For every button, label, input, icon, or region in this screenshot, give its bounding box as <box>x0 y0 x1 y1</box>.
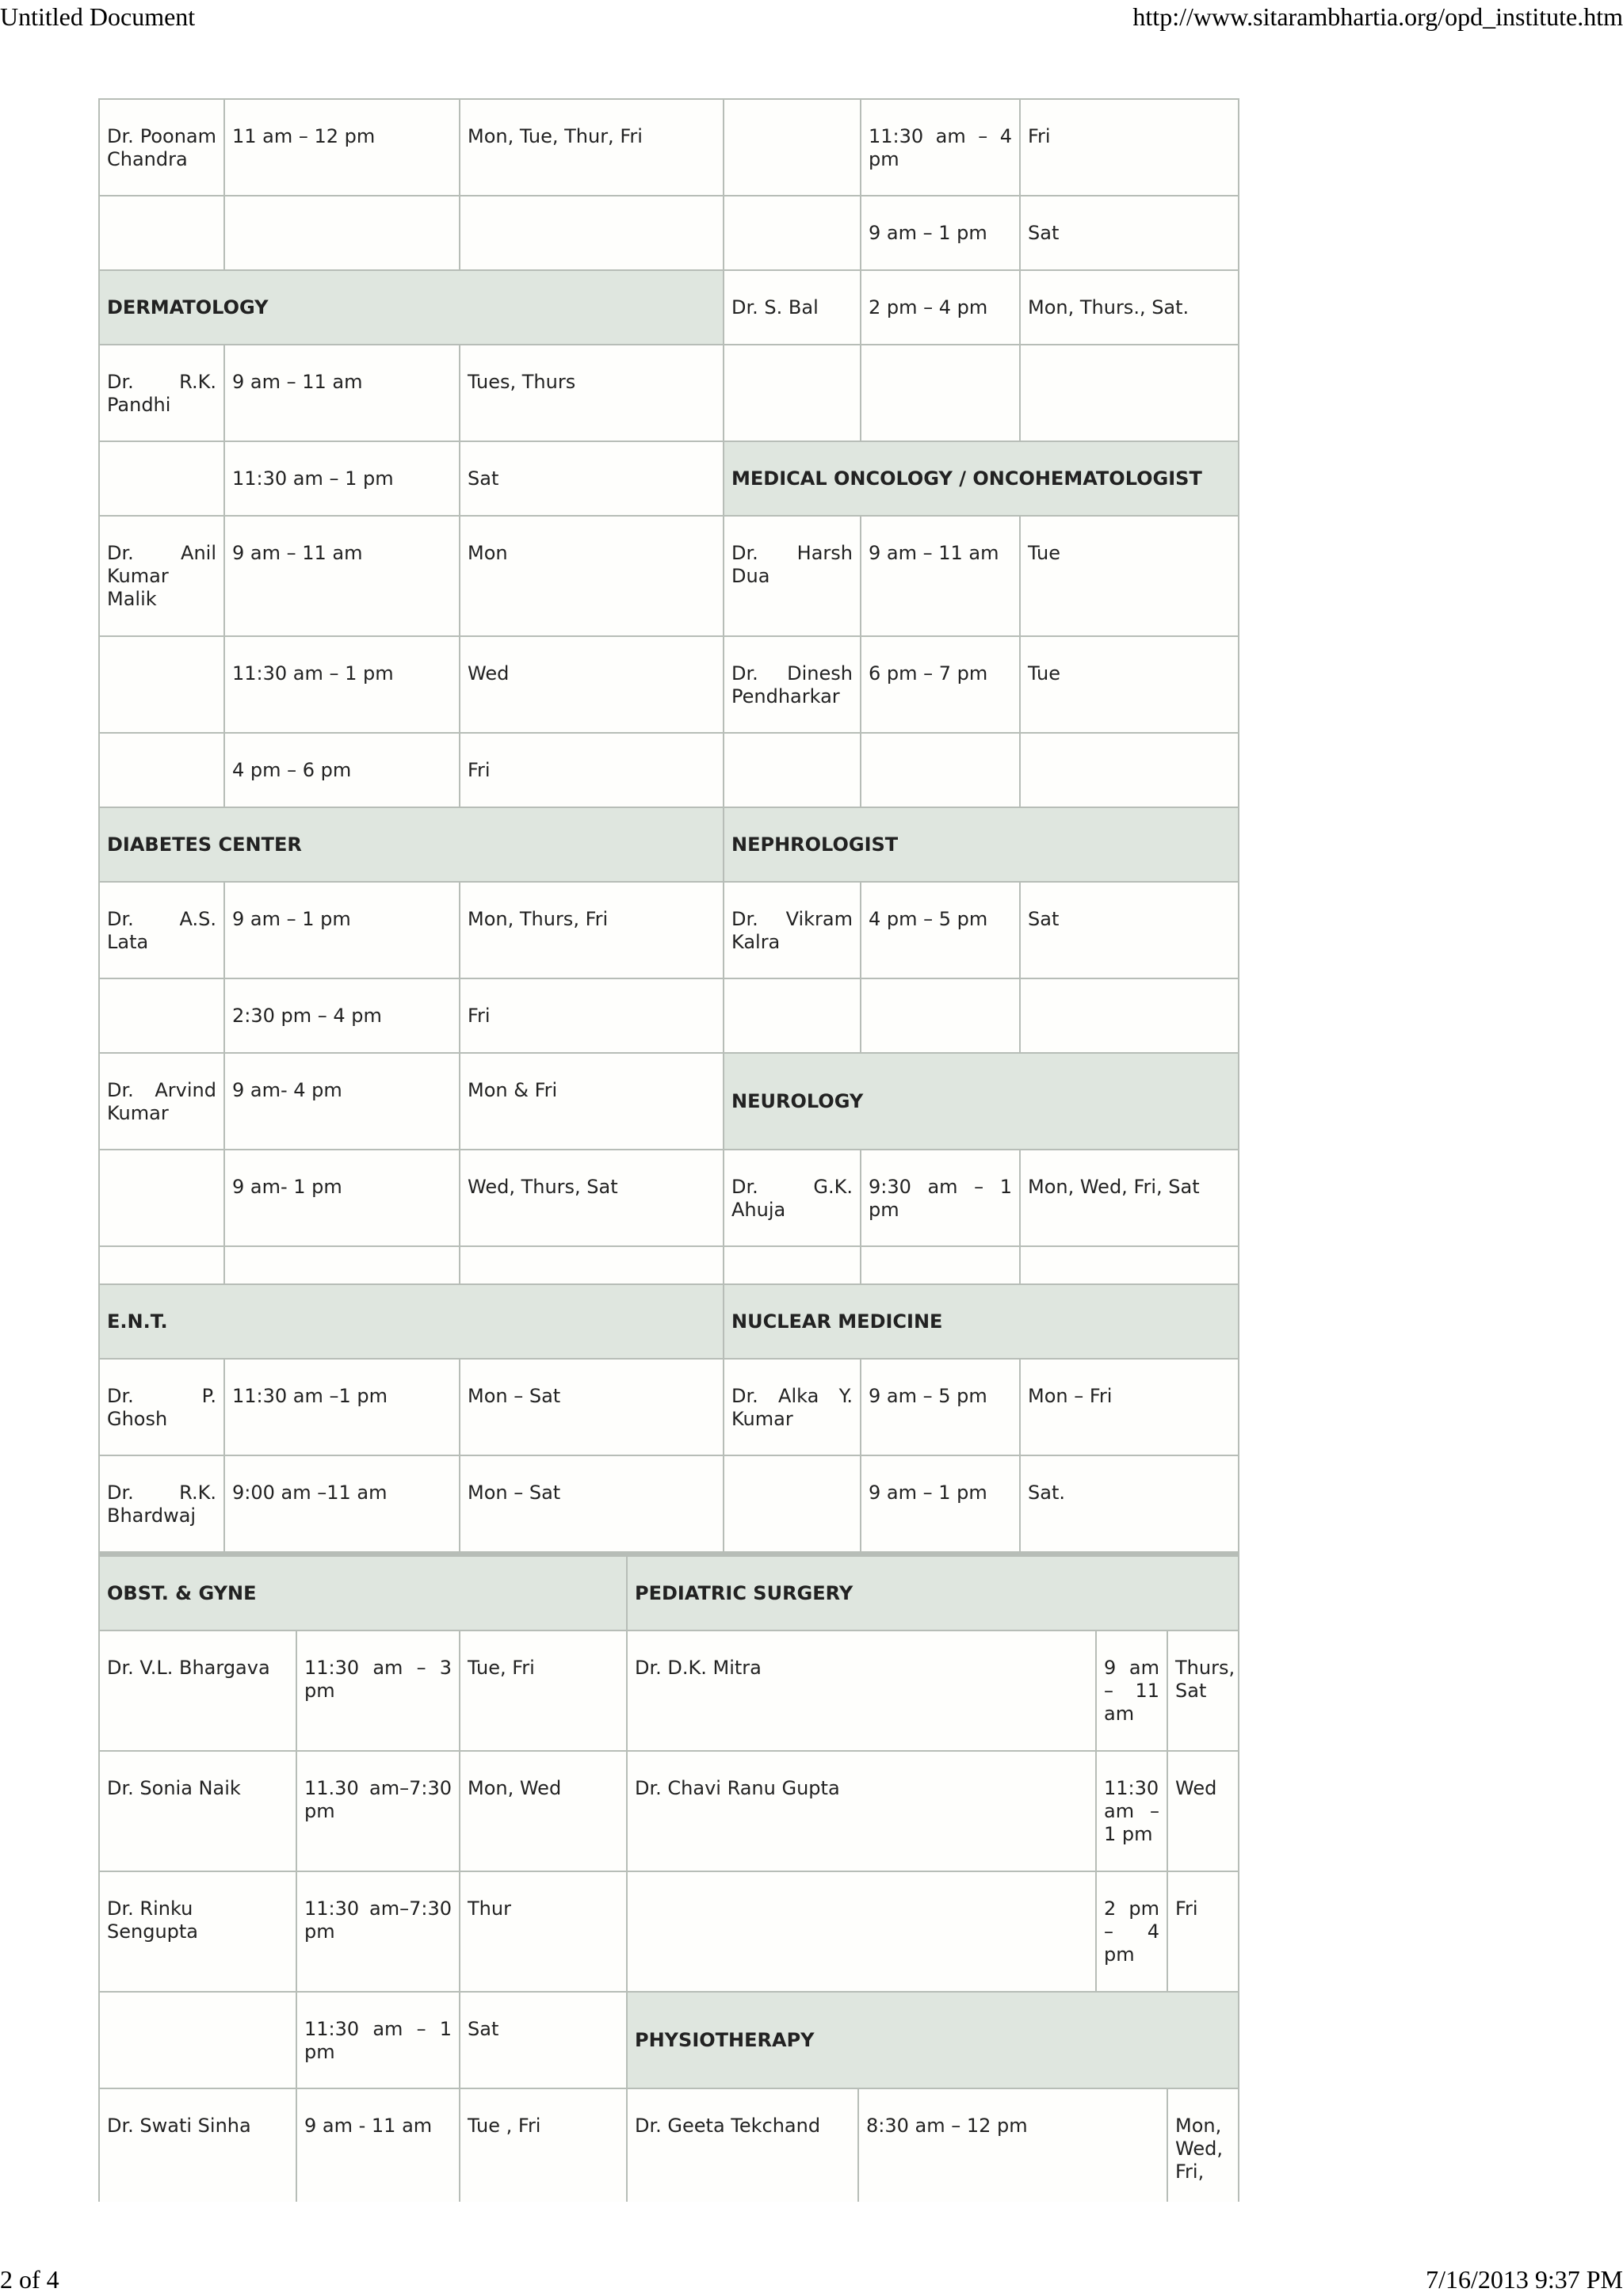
doctor-name: Dr. Vikram Kalra <box>724 882 861 978</box>
days: Wed <box>460 636 724 733</box>
days: Tue, Fri <box>460 1630 627 1751</box>
doctor-name <box>724 99 861 196</box>
section-heading-neurology: NEUROLOGY <box>724 1053 1239 1150</box>
days: Thurs, Sat <box>1167 1630 1239 1751</box>
doctor-name: Dr. S. Bal <box>724 270 861 345</box>
timing: 2 pm – 4 pm <box>1096 1871 1167 1992</box>
opd-schedule-table-1 <box>98 98 1239 1553</box>
days: Mon – Fri <box>1020 1359 1239 1455</box>
doctor-name: Dr. Sonia Naik <box>99 1751 296 1871</box>
days: Mon – Sat <box>460 1359 724 1455</box>
timing: 4 pm – 5 pm <box>861 882 1020 978</box>
doctor-name <box>99 196 224 270</box>
doctor-name: Dr. Geeta Tekchand <box>627 2088 858 2202</box>
timing: 9 am – 11 am <box>224 345 460 441</box>
timing: 11:30 am–7:30 pm <box>296 1871 460 1992</box>
table-row <box>99 1556 1239 1630</box>
days: Thur <box>460 1871 627 1992</box>
doctor-name: Dr. V.L. Bhargava <box>99 1630 296 1751</box>
table-row <box>99 1455 1239 1552</box>
table-row <box>99 1359 1239 1455</box>
opd-schedule-table-2 <box>98 1555 1239 2202</box>
section-heading-pediatric-surgery: PEDIATRIC SURGERY <box>627 1556 1239 1630</box>
timing: 9 am – 11 am <box>224 516 460 636</box>
days: Mon, Thurs., Sat. <box>1020 270 1239 345</box>
table-row <box>99 270 1239 345</box>
timing: 11:30 am – 4 pm <box>861 99 1020 196</box>
table-row <box>99 441 1239 516</box>
doctor-name <box>724 196 861 270</box>
section-heading-ent: E.N.T. <box>99 1284 724 1359</box>
doctor-name: Dr. Swati Sinha <box>99 2088 296 2202</box>
doctor-name: Dr. Rinku Sengupta <box>99 1871 296 1992</box>
days: Mon, Thurs, Fri <box>460 882 724 978</box>
days: Fri <box>1167 1871 1239 1992</box>
days: Sat. <box>1020 1455 1239 1552</box>
doctor-name: Dr. A.S. Lata <box>99 882 224 978</box>
doctor-name: Dr. Arvind Kumar <box>99 1053 224 1150</box>
doctor-name <box>724 978 861 1053</box>
table-row <box>99 2088 1239 2202</box>
doctor-name <box>99 1992 296 2088</box>
timing: 9 am – 1 pm <box>224 882 460 978</box>
days: Mon – Sat <box>460 1455 724 1552</box>
timing: 2:30 pm – 4 pm <box>224 978 460 1053</box>
timing: 9 am – 5 pm <box>861 1359 1020 1455</box>
days: Mon, Wed, Fri, <box>1167 2088 1239 2202</box>
timing <box>861 345 1020 441</box>
timing: 9 am – 11 am <box>861 516 1020 636</box>
days: Mon <box>460 516 724 636</box>
days: Wed, Thurs, Sat <box>460 1150 724 1246</box>
table-row <box>99 1992 1239 2088</box>
table-row <box>99 1053 1239 1150</box>
timing <box>861 733 1020 807</box>
doctor-name <box>99 441 224 516</box>
doctor-name <box>99 1150 224 1246</box>
timing: 9:00 am –11 am <box>224 1455 460 1552</box>
timing: 11.30 am–7:30 pm <box>296 1751 460 1871</box>
doctor-name: Dr. Anil Kumar Malik <box>99 516 224 636</box>
doctor-name <box>99 733 224 807</box>
table-row <box>99 1871 1239 1992</box>
doctor-name: Dr. R.K. Pandhi <box>99 345 224 441</box>
section-heading-physiotherapy: PHYSIOTHERAPY <box>627 1992 1239 2088</box>
doctor-name <box>99 1246 224 1284</box>
timing: 11:30 am – 1 pm <box>296 1992 460 2088</box>
timing <box>861 1246 1020 1284</box>
doctor-name <box>724 345 861 441</box>
timing <box>861 978 1020 1053</box>
days: Sat <box>460 441 724 516</box>
days: Tues, Thurs <box>460 345 724 441</box>
table-row <box>99 345 1239 441</box>
opd-schedule-table-2-clip <box>98 1553 1239 2202</box>
timing: 2 pm – 4 pm <box>861 270 1020 345</box>
timing: 9 am – 1 pm <box>861 1455 1020 1552</box>
days <box>460 196 724 270</box>
timing <box>224 196 460 270</box>
section-heading-medical-oncology: MEDICAL ONCOLOGY / ONCOHEMATOLOGIST <box>724 441 1239 516</box>
days: Wed <box>1167 1751 1239 1871</box>
table-row <box>99 1150 1239 1246</box>
timing: 9 am- 1 pm <box>224 1150 460 1246</box>
table-row <box>99 978 1239 1053</box>
section-heading-nuclear-medicine: NUCLEAR MEDICINE <box>724 1284 1239 1359</box>
section-heading-nephrologist: NEPHROLOGIST <box>724 807 1239 882</box>
table-row <box>99 516 1239 636</box>
days: Tue <box>1020 636 1239 733</box>
doctor-name <box>99 636 224 733</box>
timing <box>224 1246 460 1284</box>
table-row <box>99 1630 1239 1751</box>
timing: 9:30 am – 1 pm <box>861 1150 1020 1246</box>
days: Tue <box>1020 516 1239 636</box>
doctor-name: Dr. Poonam Chandra <box>99 99 224 196</box>
days: Tue , Fri <box>460 2088 627 2202</box>
timing: 9 am- 4 pm <box>224 1053 460 1150</box>
days: Fri <box>1020 99 1239 196</box>
table-row <box>99 99 1239 196</box>
table-row <box>99 1751 1239 1871</box>
table-row <box>99 882 1239 978</box>
doctor-name <box>724 1455 861 1552</box>
doctor-name <box>724 1246 861 1284</box>
days: Mon, Tue, Thur, Fri <box>460 99 724 196</box>
days <box>1020 345 1239 441</box>
timing: 9 am - 11 am <box>296 2088 460 2202</box>
timing: 6 pm – 7 pm <box>861 636 1020 733</box>
section-heading-diabetes-center: DIABETES CENTER <box>99 807 724 882</box>
section-heading-obst-gyne: OBST. & GYNE <box>99 1556 627 1630</box>
timing: 11:30 am – 1 pm <box>1096 1751 1167 1871</box>
days <box>1020 978 1239 1053</box>
timing: 11:30 am – 1 pm <box>224 636 460 733</box>
page-url: http://www.sitarambhartia.org/opd_institute.htm <box>1132 2 1623 31</box>
doctor-name: Dr. Chavi Ranu Gupta <box>627 1751 1096 1871</box>
timing: 8:30 am – 12 pm <box>858 2088 1167 2202</box>
table-row <box>99 807 1239 882</box>
page-number: 2 of 4 <box>0 2265 59 2294</box>
timing: 11:30 am –1 pm <box>224 1359 460 1455</box>
days: Fri <box>460 733 724 807</box>
doctor-name: Dr. D.K. Mitra <box>627 1630 1096 1751</box>
doctor-name: Dr. P. Ghosh <box>99 1359 224 1455</box>
days: Mon, Wed, Fri, Sat <box>1020 1150 1239 1246</box>
doctor-name: Dr. Alka Y. Kumar <box>724 1359 861 1455</box>
table-row <box>99 733 1239 807</box>
timing: 9 am – 11 am <box>1096 1630 1167 1751</box>
doctor-name: Dr. R.K. Bhardwaj <box>99 1455 224 1552</box>
section-heading-dermatology: DERMATOLOGY <box>99 270 724 345</box>
doctor-name: Dr. Dinesh Pendharkar <box>724 636 861 733</box>
days: Mon & Fri <box>460 1053 724 1150</box>
days: Sat <box>460 1992 627 2088</box>
days: Sat <box>1020 196 1239 270</box>
print-datetime: 7/16/2013 9:37 PM <box>1426 2265 1623 2294</box>
table-row <box>99 1284 1239 1359</box>
doctor-name: Dr. Harsh Dua <box>724 516 861 636</box>
table-row <box>99 636 1239 733</box>
table-row <box>99 1246 1239 1284</box>
document-title: Untitled Document <box>0 2 196 31</box>
doctor-name <box>99 978 224 1053</box>
timing: 11 am – 12 pm <box>224 99 460 196</box>
days <box>1020 1246 1239 1284</box>
days: Sat <box>1020 882 1239 978</box>
timing: 11:30 am – 1 pm <box>224 441 460 516</box>
doctor-name: Dr. G.K. Ahuja <box>724 1150 861 1246</box>
days: Fri <box>460 978 724 1053</box>
doctor-name <box>724 733 861 807</box>
timing: 4 pm – 6 pm <box>224 733 460 807</box>
table-row <box>99 196 1239 270</box>
timing: 9 am – 1 pm <box>861 196 1020 270</box>
days: Mon, Wed <box>460 1751 627 1871</box>
days <box>1020 733 1239 807</box>
timing: 11:30 am – 3 pm <box>296 1630 460 1751</box>
doctor-name <box>627 1871 1096 1992</box>
days <box>460 1246 724 1284</box>
